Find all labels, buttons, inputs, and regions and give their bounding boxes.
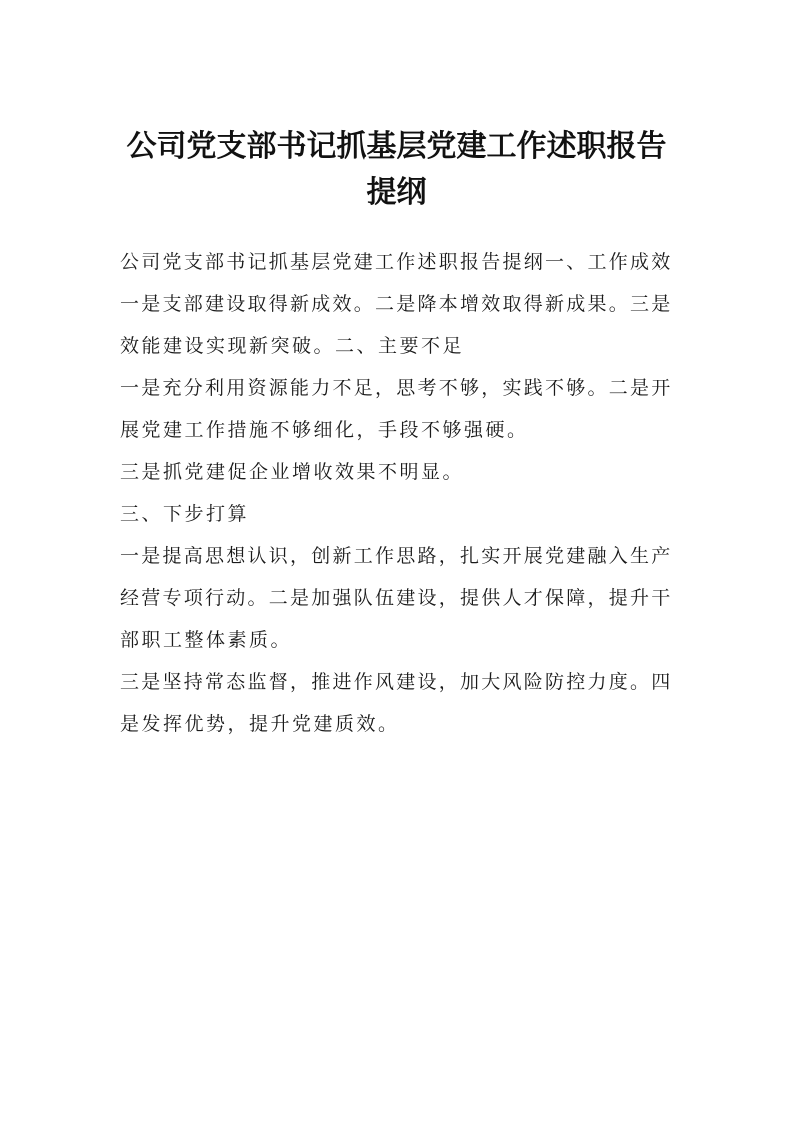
body-line-12: 是发挥优势，提升党建质效。 — [120, 713, 400, 735]
body-line-5: 展党建工作措施不够细化，手段不够强硬。 — [120, 419, 529, 441]
body-line-10: 部职工整体素质。 — [120, 629, 293, 651]
body-line-7: 三、下步打算 — [120, 503, 250, 525]
body-line-8: 一是提高思想认识，创新工作思路，扎实开展党建融入生产 — [120, 545, 673, 567]
body-line-3: 效能建设实现新突破。二、主要不足 — [120, 335, 465, 357]
body-line-6: 三是抓党建促企业增收效果不明显。 — [120, 461, 465, 483]
body-line-2: 一是支部建设取得新成效。二是降本增效取得新成果。三是 — [120, 293, 673, 315]
document-title-line-1: 公司党支部书记抓基层党建工作述职报告 — [126, 129, 667, 164]
body-line-1: 公司党支部书记抓基层党建工作述职报告提纲一、工作成效 — [120, 251, 673, 273]
body-line-11: 三是坚持常态监督，推进作风建设，加大风险防控力度。四 — [120, 671, 673, 693]
body-line-4: 一是充分利用资源能力不足，思考不够，实践不够。二是开 — [120, 377, 673, 399]
body-line-9: 经营专项行动。二是加强队伍建设，提供人才保障，提升干 — [120, 587, 673, 609]
document-title-line-2: 提纲 — [366, 175, 427, 210]
